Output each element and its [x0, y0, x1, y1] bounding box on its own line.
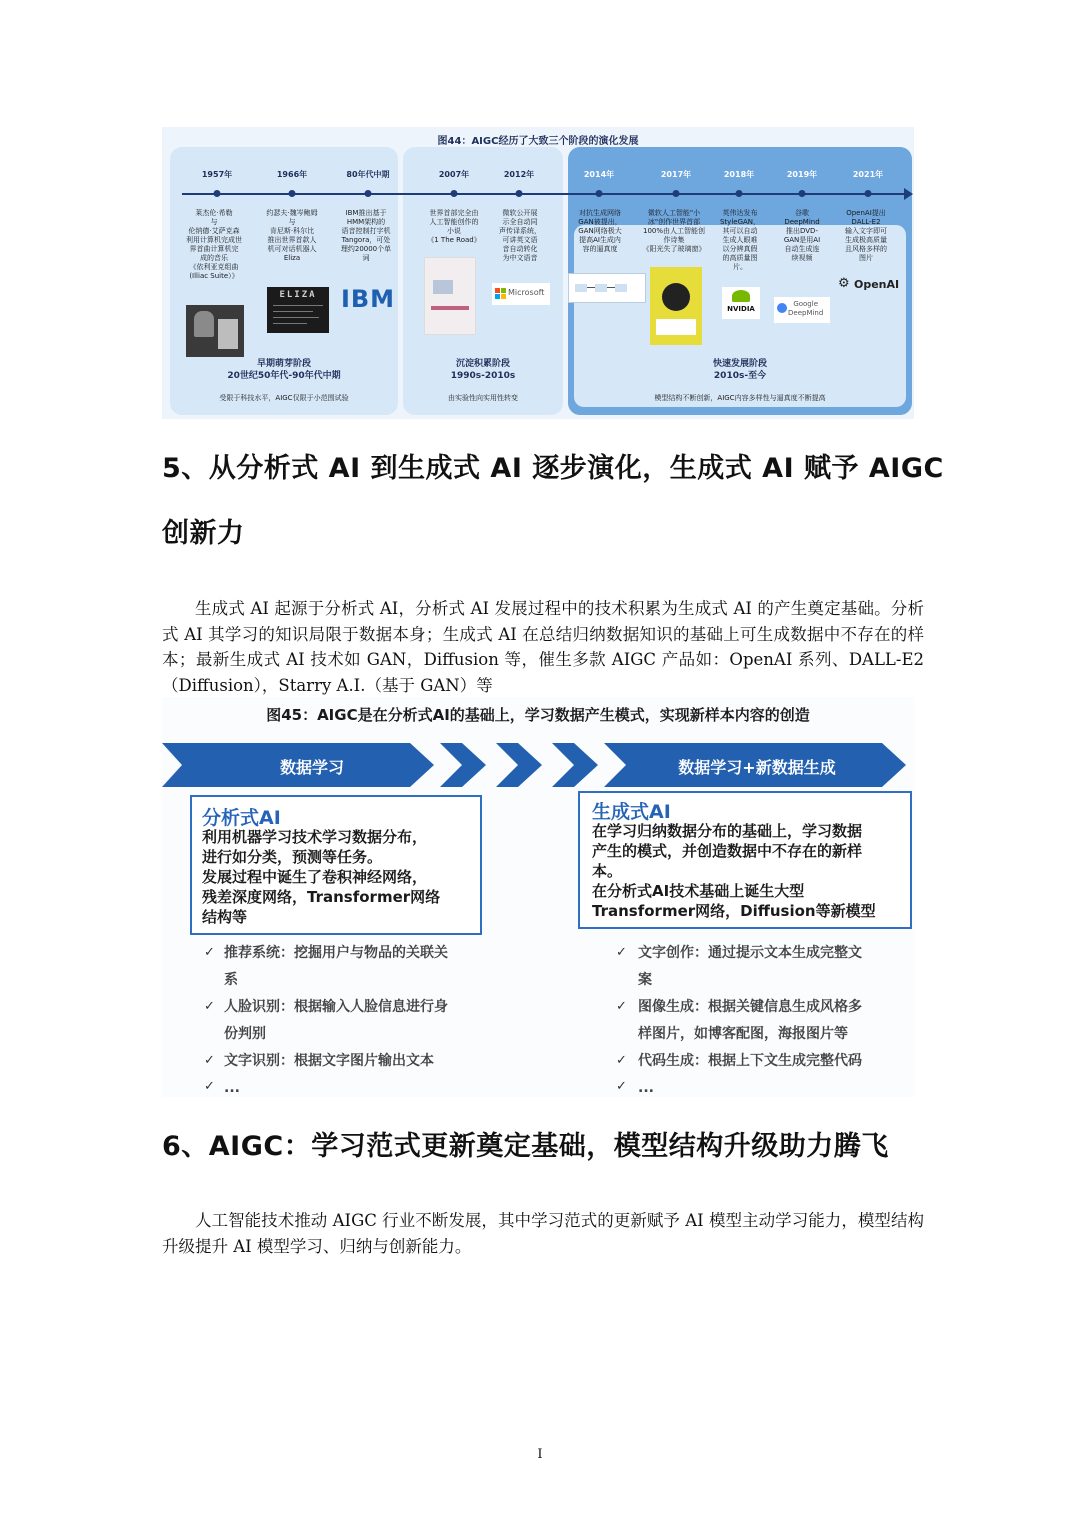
analytical-ai-examples: 推荐系统：挖掘用户与物品的关联关 系 人脸识别：根据输入人脸信息进行身 份判别 文字识别：根据文字图片输出文本 ... [224, 945, 448, 1096]
eliza-screen-image [267, 287, 329, 333]
timeline-dot [799, 190, 806, 197]
analytical-ai-box [190, 795, 482, 935]
section-6-heading: 6、AIGC：学习范式更新奠定基础，模型结构升级助力腾飞 [162, 1131, 889, 1162]
year-label: 2014年 [583, 170, 615, 179]
stage-name: 快速发展阶段 2010s-至今 [712, 359, 767, 381]
openai-logo [836, 275, 906, 295]
timeline-event: 约瑟夫·魏岑鲍姆 与 肯尼斯·科尔比 推出世界首款人 机可对话机器人 Eliza [266, 209, 318, 262]
openai-text: OpenAI [854, 278, 900, 291]
year-label: 1957年 [201, 170, 233, 179]
timeline-dot [516, 190, 523, 197]
section-5-heading-line1: 5、从分析式 AI 到生成式 AI 逐步演化，生成式 AI 赋予 AIGC [162, 453, 944, 484]
check-icon: ✓ [204, 1079, 215, 1094]
timeline-event: 微软公开展 示全自动同 声传译系统， 可讲英文语 音自动转化 为中文语音 [499, 209, 541, 262]
microsoft-text: Microsoft [508, 288, 545, 297]
generative-ai-title: 生成式AI [592, 801, 671, 823]
timeline-event: 世界首部完全由 人工智能创作的 小说 《1 The Road》 [427, 209, 481, 244]
timeline-dot [289, 190, 296, 197]
stage-note: 模型结构不断创新，AIGC内容多样性与逼真度不断提高 [654, 394, 826, 402]
gan-diagram-image [568, 273, 646, 303]
timeline-event: 莱杰伦·希勒 与 伦纳德·艾萨克森 利用计算机完成世 界首曲计算机完 成的音乐 《依利亚克组曲 (Illiac Suite）》 [186, 209, 242, 280]
microsoft-logo [492, 283, 550, 305]
year-label: 2019年 [786, 170, 818, 179]
analytical-ai-title: 分析式AI [202, 807, 281, 829]
stage-name: 早期萌芽阶段 20世纪50年代-90年代中期 [227, 359, 341, 381]
timeline-event: IBM推出基于 HMM架构的 语音控制打字机 Tangora，可处 理约20000个单 词 [340, 209, 392, 262]
check-icon: ✓ [616, 945, 627, 960]
timeline-event: 微软人工智能"小 冰"创作世界首部 100%由人工智能创 作诗集 《阳光失了玻璃窗》 [642, 209, 706, 253]
stage-note: 受限于科技水平，AIGC仅限于小范围试验 [219, 394, 349, 402]
figure-45-title: 图45：AIGC是在分析式AI的基础上，学习数据产生模式，实现新样本内容的创造 [266, 706, 810, 724]
chevron-icon [552, 743, 598, 787]
year-label: 1966年 [276, 170, 308, 179]
timeline-dot [451, 190, 458, 197]
year-label: 2021年 [852, 170, 884, 179]
year-label: 80年代中期 [346, 170, 390, 179]
stage-name: 沉淀积累阶段 1990s-2010s [450, 359, 516, 381]
check-icon: ✓ [616, 999, 627, 1014]
timeline-dot [673, 190, 680, 197]
figure-45-diagram [162, 697, 914, 1097]
chevron-icon [440, 743, 486, 787]
year-label: 2012年 [503, 170, 535, 179]
timeline-dot [865, 190, 872, 197]
check-icon: ✓ [616, 1053, 627, 1068]
openai-icon: ⚙ [838, 276, 850, 291]
timeline-event: 英伟达发布 StyleGAN， 其可以自动 生成人眼难 以分辨真假 的高质量图 片。 [719, 209, 761, 271]
eliza-logo: ELIZA [279, 290, 317, 300]
book-cover-image [424, 257, 476, 335]
generative-ai-description: 在学习归纳数据分布的基础上，学习数据 产生的模式，并创造数据中不存在的新样 本。 在分析式AI技术基础上诞生大型 Transformer网络，Diffusion等新模型 [592, 822, 876, 920]
analytical-ai-description: 利用机器学习技术学习数据分布， 进行如分类，预测等任务。 发展过程中诞生了卷积神经网络， 残差深度网络，Transformer网络 结构等 [202, 828, 441, 926]
timeline-dot [365, 190, 372, 197]
figure-44-timeline [162, 127, 914, 419]
generative-ai-box [578, 791, 912, 929]
poetry-book-image [650, 267, 702, 345]
stage-note: 由实验性向实用性转变 [448, 394, 518, 402]
check-icon: ✓ [616, 1079, 627, 1094]
check-icon: ✓ [204, 999, 215, 1014]
figure-44-title: 图44：AIGC经历了大致三个阶段的演化发展 [437, 136, 639, 147]
timeline-event: 谷歌 DeepMind 推出DVD- GAN是用AI 自动生成连 续视频 [783, 209, 821, 262]
ibm-logo: IBM [340, 285, 396, 313]
section-5-heading-line2: 创新力 [162, 518, 245, 549]
nvidia-logo [722, 287, 760, 319]
timeline-event: 对抗生成网络 GAN被提出， GAN网络极大 提高AI生成内 容的逼真度 [578, 209, 622, 253]
timeline-dot [736, 190, 743, 197]
check-icon: ✓ [204, 945, 215, 960]
chevron-icon [496, 743, 542, 787]
generative-ai-examples: 文字创作：通过提示文本生成完整文 案 图像生成：根据关键信息生成风格多 样图片，如博客配图，海报图片等 代码生成：根据上下文生成完整代码 ... [638, 945, 862, 1096]
year-label: 2018年 [723, 170, 755, 179]
year-label: 2017年 [660, 170, 692, 179]
timeline-event: OpenAI提出 DALL-E2 输入文字即可 生成极高质量 且风格多样的 图片 [845, 209, 887, 262]
left-chevron-label: 数据学习 [279, 758, 344, 777]
right-chevron-label: 数据学习+新数据生成 [678, 758, 836, 777]
google-deepmind-text: Google DeepMind [788, 300, 824, 317]
timeline-arrow-icon [904, 188, 913, 200]
google-deepmind-logo [774, 297, 830, 323]
check-icon: ✓ [204, 1053, 215, 1068]
timeline-dot [596, 190, 603, 197]
nvidia-text: NVIDIA [727, 305, 755, 313]
page-number: I [537, 1447, 543, 1462]
timeline-dot [214, 190, 221, 197]
section-5-paragraph: 生成式 AI 起源于分析式 AI，分析式 AI 发展过程中的技术积累为生成式 AI 的产生奠定基础。分析式 AI 其学习的知识局限于数据本身；生成式 AI 在总结归纳数据知识的基础上可生成数据中不存在的样本；最新生成式 AI 技术如 GAN，Diffusion 等，催生多款 AIGC 产品如：OpenAI 系列、DALL-E2（Diffusion），Starry A.I.（基于 GAN）等 [162, 599, 924, 695]
photo-image [186, 305, 244, 357]
year-label: 2007年 [438, 170, 470, 179]
section-6-paragraph: 人工智能技术推动 AIGC 行业不断发展，其中学习范式的更新赋予 AI 模型主动学习能力，模型结构升级提升 AI 模型学习、归纳与创新能力。 [162, 1211, 924, 1256]
